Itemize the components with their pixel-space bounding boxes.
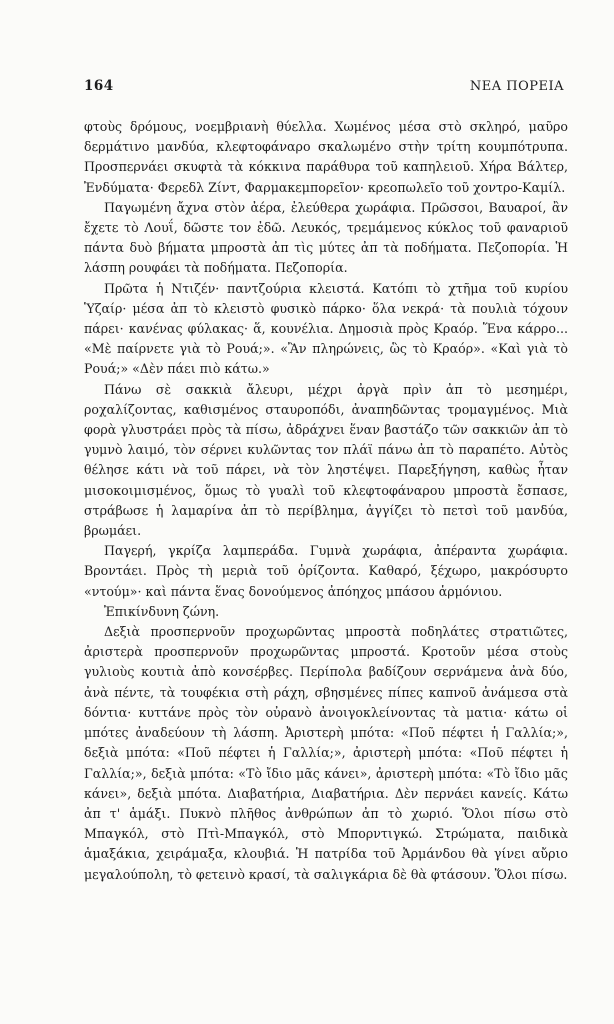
paragraph: Πάνω σὲ σακκιὰ ἄλευρι, μέχρι ἀργὰ πρὶν ἀπ τὸ μεσημέρι, ροχαλίζοντας, καθισμένος σταυροπόδι, ἀναπηδῶντας τρομαγμένος. Μιὰ φορὰ γλυστράει πρὸς τὰ πίσω, ἀδράχνει ἕναν βαστάζο τῶν σακκιῶν ἀπ τὸ γυμνὸ λαιμό, τὸν σέρνει κυλῶντας τον πλάϊ πάνω ἀπ τὸ παραπέτο. Αὐτὸς θέλησε κάτι νὰ τοῦ πάρει, νὰ τὸν ληστέψει. Παρεξήγηση, καθὼς ἦταν μισοκοιμισμένος, ὅμως τὸ γυαλὶ τοῦ κλεφτοφάναρου μπροστὰ ἔσπασε, στράβωσε ἡ λαμαρίνα ἀπ τὸ περίβλημα, ἀγγίζει τὸ πετσὶ τοῦ μανδύα, βρωμάει. — [84, 381, 568, 539]
running-title: ΝΕΑ ΠΟΡΕΙΑ — [469, 79, 564, 94]
paragraph: Πρῶτα ἡ Ντιζέν· παντζούρια κλειστά. Κατόπι τὸ χτῆμα τοῦ κυρίου Ὑζαίρ· μέσα ἀπ τὸ κλειστὸ φυσικὸ πάρκο· ὅλα νεκρά· τὰ πουλιὰ τόχουν πάρει· κανένας φύλακας· ἅ, κουνέλια. Δημοσιὰ πρὸς Κραόρ. Ἕνα κάρρο... «Μὲ παίρνετε γιὰ τὸ Ρουά;». «Ἂν πληρώνεις, ὣς τὸ Κραόρ». «Καὶ γιὰ τὸ Ρουά;» «Δὲν πάει πιὸ κάτω.» — [84, 280, 568, 377]
body-text — [84, 117, 568, 885]
paragraph: Δεξιὰ προσπερνοῦν προχωρῶντας μπροστὰ ποδηλάτες στρατιῶτες, ἀριστερὰ προσπερνοῦν προχωρῶντας μπροστά. Κροτοῦν μέσα στοὺς γυλιοὺς κουτιὰ ἀπὸ κονσέρβες. Περίπολα βαδίζουν σερνάμενα ἀνὰ δύο, ἀνὰ πέντε, τὰ τουφέκια στὴ ράχη, σβησμένες πίπες καπνοῦ ἀνάμεσα στὰ δόντια· κυττάνε πρὸς τὸν οὐρανὸ ἀνοιγοκλείνοντας τὰ ματια· κάτω οἱ μπότες ἀναδεύουν τὴ λάσπη. Ἀριστερὴ μπότα: «Ποῦ πέφτει ἡ Γαλλία;», δεξιὰ μπότα: «Ποῦ πέφτει ἡ Γαλλία;», ἀριστερὴ μπότα: «Ποῦ πέφτει ἡ Γαλλία;», δεξιὰ μπότα: «Τὸ ἴδιο μᾶς κάνει», ἀριστερὴ μπότα: «Τὸ ἴδιο μᾶς κάνει», δεξιὰ μπότα. Διαβατήρια, Διαβατήρια. Δὲν περνάει κανείς. Κάτω ἀπ τ' ἁμάξι. Πυκνὸ πλῆθος ἀνθρώπων ἀπ τὸ χωριό. Ὅλοι πίσω στὸ Μπαγκόλ, στὸ Πτὶ-Μπαγκόλ, στὸ Μπορντιγκώ. Στρώματα, παιδικὰ ἁμαξάκια, χειράμαξα, κλουβιά. Ἡ πατρίδα τοῦ Ἀρμάνδου θὰ γίνει αὔριο μεγαλούπολη, τὸ φετεινὸ κρασί, τὰ σαλιγκάρια δὲ θὰ φτάσουν. Ὅλοι πίσω. — [84, 624, 568, 882]
paragraph: Παγωμένη ἄχνα στὸν ἀέρα, ἐλεύθερα χωράφια. Πρῶσσοι, Βαυαροί, ἂν ἔχετε τὸ Λουΐ, δῶστε τον ἐδῶ. Λευκός, τρεμάμενος κύκλος τοῦ φαναριοῦ πάντα δυὸ βήματα μπροστὰ ἀπ τὶς μύτες ἀπ τὰ ποδήματα. Πεζοπορία. Ἡ λάσπη ρουφάει τὰ ποδήματα. Πεζοπορία. — [84, 199, 568, 276]
page-header — [84, 78, 564, 94]
page-number: 164 — [84, 78, 114, 94]
paragraph: Παγερή, γκρίζα λαμπεράδα. Γυμνὰ χωράφια, ἀπέραντα χωράφια. Βροντάει. Πρὸς τὴ μεριὰ τοῦ ὁρίζοντα. Καθαρό, ξέχωρο, μακρόσυρτο «ντούμ»· καὶ πάντα ἕνας δονούμενος ἀπόηχος μπάσου ἁρμόνιου. — [84, 543, 568, 599]
paragraph: φτοὺς δρόμους, νοεμβριανὴ θύελλα. Χωμένος μέσα στὸ σκληρό, μαῦρο δερμάτινο μανδύα, κλεφτοφάναρο σκαλωμένο στὴν τρίτη κουμπότρυπα. Προσπερνάει σκυφτὰ τὰ κόκκινα παράθυρα τοῦ καπηλειοῦ. Χήρα Βάλτερ, Ἐνδύματα· Φερεδλ Ζίντ, Φαρμακεμπορεῖον· κρεοπωλεῖο τοῦ χοντρο-Καμίλ. — [84, 119, 568, 195]
paragraph: Ἐπικίνδυνη ζώνη. — [104, 603, 220, 619]
